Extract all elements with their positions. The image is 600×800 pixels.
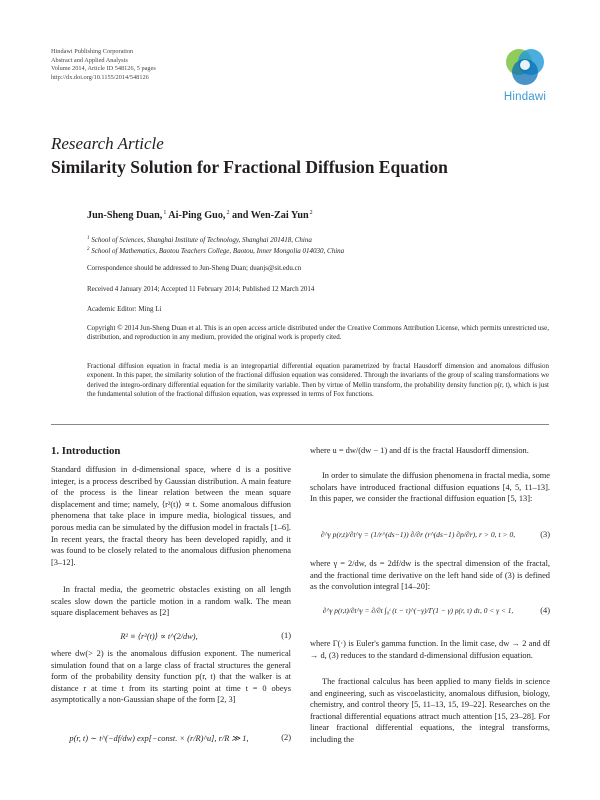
affiliation-text: School of Sciences, Shanghai Institute of Technology, Shanghai 201418, China	[91, 236, 312, 244]
right-column-para-1	[310, 445, 550, 457]
journal-name: Abstract and Applied Analysis	[51, 56, 128, 64]
equation-number: (1)	[281, 631, 291, 640]
hindawi-logo-text: Hindawi	[503, 91, 547, 103]
affiliation-mark: 1	[87, 236, 90, 241]
copyright-notice: Copyright © 2014 Jun-Sheng Duan et al. This is an open access article distributed under the Creative Commons Attribution License, which permits unrestricted use, distribution, and reproduction in any medium, provided the original work is properly cited.	[87, 324, 549, 342]
paragraph: In order to simulate the diffusion phenomena in fractal media, some scholars have introduced fractional diffusion equations [4, 5, 11–13]. In this paper, we consider the fractional diffusion equation [5, 13]:	[310, 471, 550, 504]
equation-4	[310, 606, 550, 626]
equation-body: ∂^γ p(r,t)/∂t^γ = ∂/∂t ∫₀ᵗ (t − τ)^(−γ)/Γ(1 − γ) p(r, τ) dτ, 0 < γ < 1,	[322, 606, 514, 615]
paragraph: Standard diffusion in d-dimensional space, where d is a positive integer, is a process described by Gaussian distribution. A main feature of the process is the linear relation between the mean square displacement and time; namely, ⟨r²(t)⟩ ∝ t. Some anomalous diffusion phenomena that take place in impure media, biological tissues, and porous media can be simulated by the diffusion model in fractals [1–6]. In recent years, the fractal theory has been developed rapidly, and it was found to be closely related to the anomalous diffusion phenomena [3–12].	[51, 465, 291, 567]
equation-number: (3)	[540, 530, 550, 539]
paragraph: The fractional calculus has been applied to many fields in science and engineering, such as viscoelasticity, anomalous diffusion, biology, chemistry, and control theory [5, 11–13, 15, 19–22]. Researches on the fractional differential equations attract much attention [15, 23–28]. For linear fractional differential equations, the integral transforms, including the	[310, 677, 550, 744]
paragraph: where dw(> 2) is the anomalous diffusion exponent. The numerical simulation found that on a large class of fractal structures the general form of the probability density function p(r, t) that the walker is at distance r at time t from its starting point at time t = 0 obeys asymptotically a non-Gaussian shape of the form [2, 3]	[51, 649, 291, 705]
equation-body: ∂^γ p(r,t)/∂t^γ = (1/r^(ds−1)) ∂/∂r (r^(ds−1) ∂p/∂r), r > 0, t > 0,	[320, 530, 516, 539]
right-column-para-2	[310, 470, 550, 505]
right-column-para-5	[310, 676, 550, 746]
equation-2	[51, 733, 291, 753]
author-name: Jun-Sheng Duan,	[87, 210, 163, 221]
equation-number: (2)	[281, 733, 291, 742]
section-heading: 1. Introduction	[51, 445, 121, 457]
right-column-para-3	[310, 558, 550, 593]
author-list	[87, 210, 313, 221]
affiliation-2	[87, 245, 549, 256]
journal-header	[51, 48, 351, 82]
left-column-para-1	[51, 464, 291, 568]
author-affiliation-mark: 2	[309, 210, 313, 216]
affiliation-mark: 2	[87, 247, 90, 252]
doi-link[interactable]: http://dx.doi.org/10.1155/2014/548126	[51, 73, 149, 81]
affiliation-text: School of Mathematics, Baotou Teachers College, Baotou, Inner Mongolia 014030, China	[91, 247, 345, 255]
volume-info: Volume 2014, Article ID 548126, 5 pages	[51, 65, 156, 73]
article-type: Research Article	[51, 134, 164, 153]
abstract-divider	[51, 424, 549, 425]
academic-editor: Academic Editor: Ming Li	[87, 305, 162, 313]
equation-3	[310, 530, 550, 550]
equation-body: p(r, t) ∼ t^(−df/dw) exp[−const. × (r/R)^u], r/R ≫ 1,	[69, 734, 249, 743]
paragraph: where Γ(·) is Euler's gamma function. In the limit case, dw → 2 and df → d, (3) reduces to the standard d-dimensional diffusion equation.	[310, 639, 550, 660]
left-column-para-2	[51, 584, 291, 619]
paragraph: In fractal media, the geometric obstacles existing on all length scales slow down the particle motion in a random walk. The mean square displacement behaves as [2]	[51, 585, 291, 618]
right-column-para-4	[310, 638, 550, 661]
paragraph: where γ = 2/dw, ds = 2df/dw is the spectral dimension of the fractal, and the fractional time derivative on the left hand side of (3) is defined as the convolution integral [14–20]:	[310, 559, 550, 592]
article-title: Similarity Solution for Fractional Diffusion Equation	[51, 157, 448, 177]
author-name: and Wen-Zai Yun	[232, 210, 309, 221]
left-column-para-3	[51, 648, 291, 706]
abstract: Fractional diffusion equation in fractal media is an integropartial differential equation parametrized by fractal Hausdorff dimension and anomalous diffusion exponent. In this paper, the similarity solution of the fractional diffusion equation was considered. Through the invariants of the group of scaling transformations we derived the integro-ordinary differential equation for the similarity variable. Then by virtue of Mellin transform, the probability density function p(r, t), which is just the fundamental solution of the fractional diffusion equation, was expressed in terms of Fox functions.	[87, 362, 549, 399]
author-affiliation-mark: 2	[226, 210, 230, 216]
paragraph: where u = dw/(dw − 1) and df is the fractal Hausdorff dimension.	[310, 446, 529, 455]
author-name: Ai-Ping Guo,	[168, 210, 226, 221]
publisher-name: Hindawi Publishing Corporation	[51, 48, 134, 55]
author-affiliation-mark: 1	[163, 210, 167, 216]
equation-body: R² ≡ ⟨r²(t)⟩ ∝ t^(2/dw),	[120, 632, 198, 641]
equation-number: (4)	[540, 606, 550, 615]
correspondence: Correspondence should be addressed to Jun-Sheng Duan; duanjs@sit.edu.cn	[87, 264, 302, 272]
affiliation-1	[87, 234, 549, 245]
publication-dates: Received 4 January 2014; Accepted 11 February 2014; Published 12 March 2014	[87, 285, 315, 293]
